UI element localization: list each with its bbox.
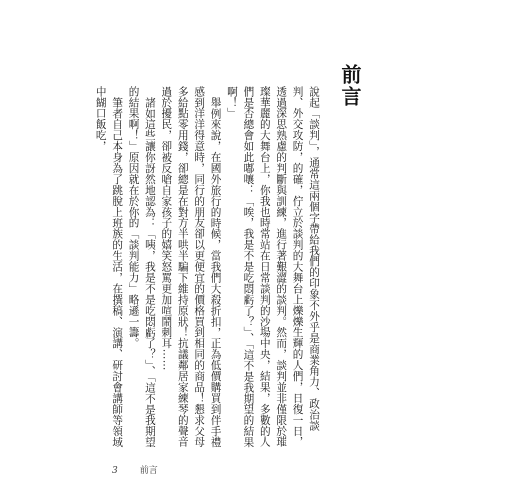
paragraph-2: 舉例來說，在國外旅行的時候，當我們大殺折扣，正為低價購買到伴手禮感到洋洋得意時，同行的朋友卻以更便宜的價格買到相同的商品！懇求父母多給點零用錢，卻總是在對方半哄半騙下維持原狀！抗議鄰居家練琴的聲音過於擾民，卻被反嗆自家孩子的嬉笑怒罵更加喧鬧刺耳……: [160, 86, 222, 448]
chapter-title: 前言: [338, 64, 362, 108]
paragraph-3: 諸如這些讓你訝然地認為：「咦，我是不是吃悶虧了？」、「這不是我期望的結果啊！」原因就在於你的「談判能力」略遜一籌。: [127, 86, 156, 448]
body-text: [94, 86, 322, 452]
paragraph-4: 筆者自己本身為了跳脫上班族的生活，在撰稿、演講、研討會講師等領域中餬口飯吃，: [94, 86, 124, 447]
running-footer-title: 前言: [139, 466, 158, 476]
paragraph-1: 說起「談判」，通常這兩個字帶給我們的印象不外乎是商業角力、政治談判、外交攻防，的確，佇立於談判的大舞台上爍爍生輝的人們，日復一日，透過深思熟慮的判斷與訓練，進行著艱澀的談判。然而，談判並非僅限於璀璨華麗的大舞台上，你我也時常站在日常談判的沙場中央，結果，多數的人們是否總會如此嘟嚷：「唉，我是不是吃悶虧了？」、「這不是我期望的結果啊！」: [225, 86, 320, 448]
page-number: 3: [112, 466, 118, 476]
page-footer: [112, 463, 158, 476]
